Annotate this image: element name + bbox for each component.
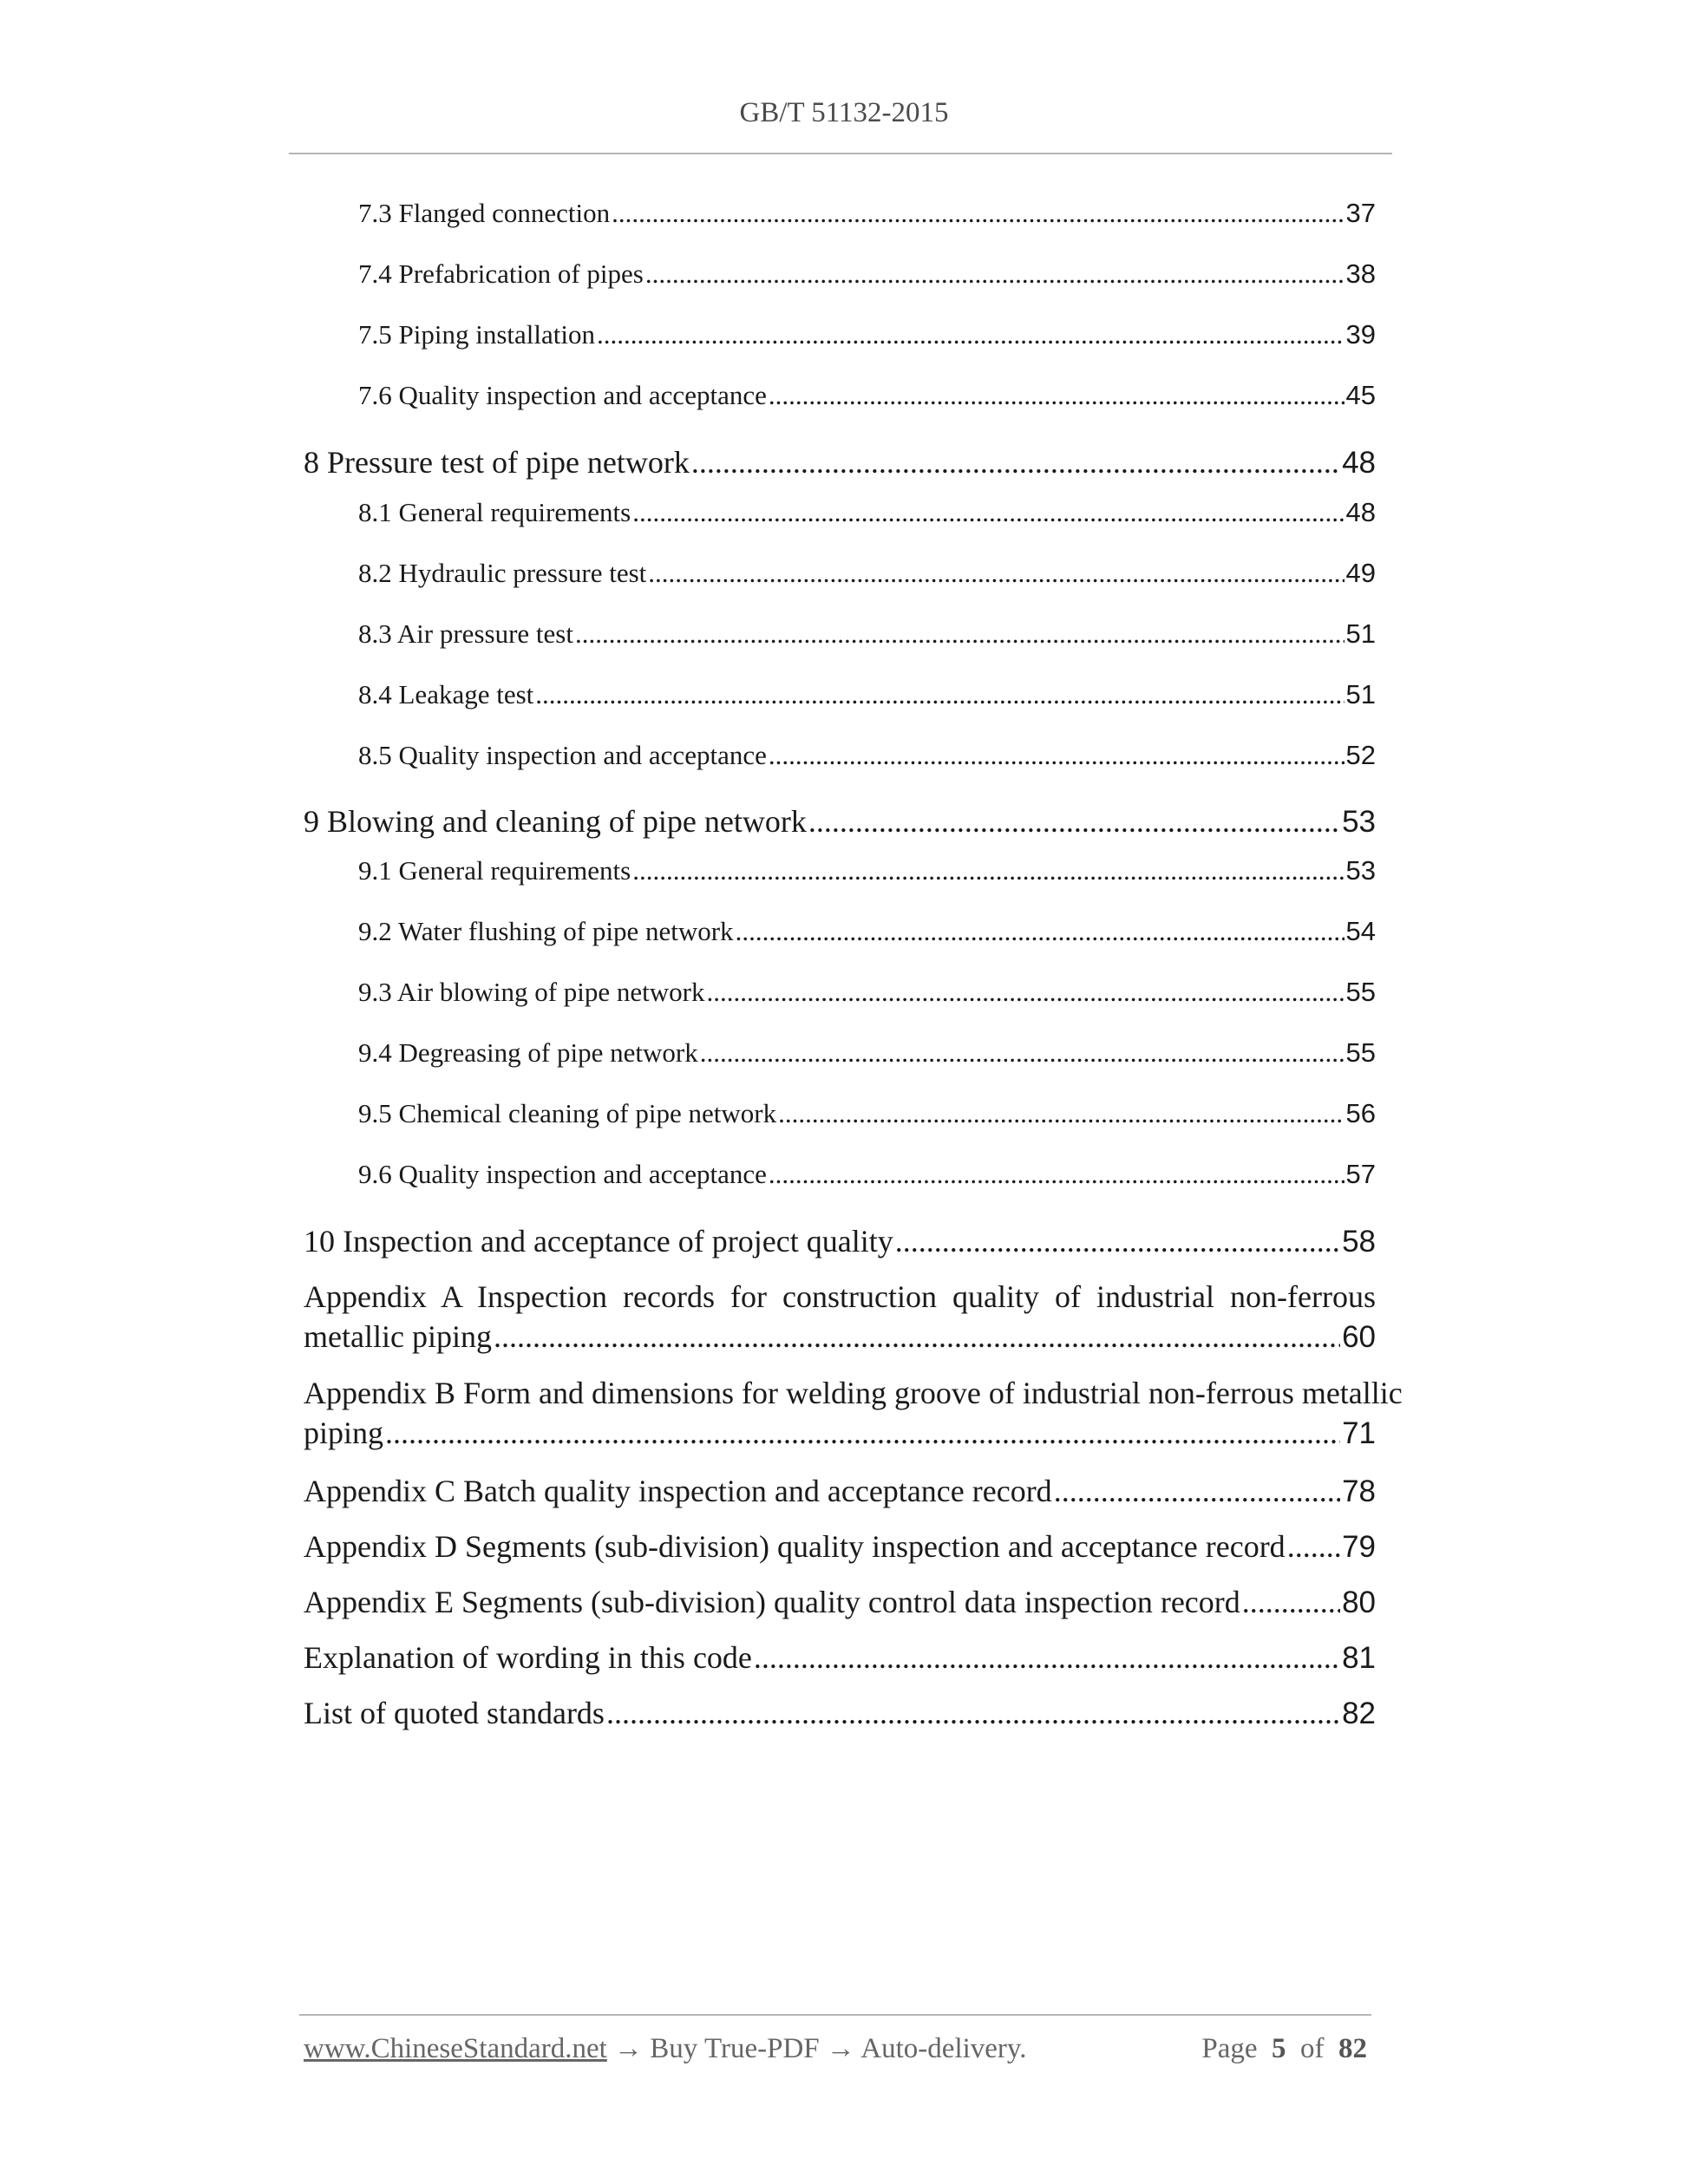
toc-entry-page: 58	[1342, 1225, 1376, 1259]
toc-entry-title: 7.6 Quality inspection and acceptance	[358, 380, 767, 410]
toc-entry-page: 57	[1345, 1159, 1376, 1189]
footer-promo	[304, 2033, 1027, 2065]
current-page-number: 5	[1272, 2033, 1286, 2064]
toc-entry-page: 45	[1345, 380, 1376, 410]
total-pages-number: 82	[1338, 2033, 1367, 2064]
toc-entry[interactable]	[358, 198, 1376, 229]
dot-leader	[632, 497, 1344, 528]
toc-entry-title: 7.4 Prefabrication of pipes	[358, 258, 644, 289]
toc-entry[interactable]	[304, 1639, 1376, 1676]
dot-leader	[769, 380, 1345, 411]
dot-leader	[691, 444, 1340, 481]
toc-entry-page: 38	[1345, 258, 1376, 289]
toc-entry[interactable]	[358, 497, 1376, 528]
toc-appendix-entry[interactable]	[304, 1473, 1376, 1509]
toc-entry-title: 9 Blowing and cleaning of pipe network	[304, 804, 807, 839]
toc-entry[interactable]	[358, 977, 1376, 1008]
toc-entry-title: 9.1 General requirements	[358, 855, 631, 886]
toc-appendix-entry[interactable]	[304, 1528, 1376, 1565]
toc-entry[interactable]	[358, 618, 1376, 650]
toc-entry-title: 9.4 Degreasing of pipe network	[358, 1037, 698, 1068]
dot-leader	[575, 618, 1345, 650]
toc-entry-page: 53	[1342, 805, 1376, 839]
toc-entry-page: 51	[1345, 618, 1376, 649]
toc-entry[interactable]	[358, 1037, 1376, 1069]
toc-entry[interactable]	[358, 380, 1376, 411]
toc-entry-page: 79	[1342, 1530, 1376, 1564]
toc-entry[interactable]	[358, 679, 1376, 710]
dot-leader	[1242, 1584, 1340, 1620]
toc-entry[interactable]	[358, 558, 1376, 589]
toc-entry-title-line2: metallic piping	[304, 1319, 492, 1354]
toc-entry-page: 82	[1342, 1697, 1376, 1730]
footer-divider	[299, 2014, 1371, 2016]
page-counter	[1201, 2033, 1367, 2065]
toc-entry[interactable]	[358, 855, 1376, 886]
toc-entry-title: 7.5 Piping installation	[358, 319, 595, 350]
toc-entry[interactable]	[358, 319, 1376, 350]
dot-leader	[769, 1159, 1345, 1190]
dot-leader	[736, 916, 1345, 947]
toc-entry[interactable]	[358, 1159, 1376, 1190]
dot-leader	[1054, 1473, 1340, 1509]
toc-entry-title: 8.3 Air pressure test	[358, 618, 573, 649]
toc-entry-title: 9.5 Chemical cleaning of pipe network	[358, 1098, 777, 1128]
of-word: of	[1300, 2033, 1325, 2064]
toc-entry-title: 9.6 Quality inspection and acceptance	[358, 1159, 767, 1189]
dot-leader	[769, 740, 1345, 771]
header-divider	[289, 153, 1392, 154]
toc-entry-title: Appendix C Batch quality inspection and acceptance record	[304, 1474, 1052, 1508]
dot-leader	[700, 1037, 1345, 1069]
toc-entry-page: 81	[1342, 1641, 1376, 1675]
toc-entry-title: Appendix D Segments (sub-division) quality inspection and acceptance record	[304, 1529, 1286, 1564]
toc-entry-title-line1: Appendix A Inspection records for construction quality of industrial non-ferrous	[304, 1279, 1376, 1314]
toc-chapter-entry[interactable]	[304, 1223, 1376, 1259]
toc-entry-page: 55	[1345, 977, 1376, 1007]
toc-appendix-entry[interactable]	[304, 1584, 1376, 1620]
dot-leader	[612, 198, 1344, 229]
toc-entry-page: 53	[1345, 855, 1376, 886]
toc-entry-page: 49	[1345, 558, 1376, 588]
dot-leader	[535, 679, 1344, 710]
toc-entry-title: 9.3 Air blowing of pipe network	[358, 977, 705, 1007]
toc-entry-title: 8.4 Leakage test	[358, 679, 534, 709]
toc-entry[interactable]	[358, 258, 1376, 290]
dot-leader	[808, 803, 1340, 840]
toc-entry-title: 10 Inspection and acceptance of project quality	[304, 1224, 893, 1259]
toc-chapter-entry[interactable]	[304, 444, 1376, 481]
document-code-header: GB/T 51132-2015	[739, 97, 949, 128]
toc-entry-page: 55	[1345, 1037, 1376, 1068]
toc-entry-page: 60	[1342, 1320, 1376, 1354]
dot-leader	[707, 977, 1345, 1008]
toc-entry-title: List of quoted standards	[304, 1696, 605, 1730]
toc-entry-title-line2: piping	[304, 1416, 384, 1450]
dot-leader	[645, 258, 1345, 290]
toc-entry-page: 71	[1342, 1416, 1376, 1450]
toc-entry-title: Appendix E Segments (sub-division) quality control data inspection record	[304, 1585, 1240, 1619]
toc-entry-title: Explanation of wording in this code	[304, 1640, 752, 1675]
toc-entry-page: 48	[1342, 446, 1376, 480]
toc-entry-title: 8 Pressure test of pipe network	[304, 445, 690, 480]
dot-leader	[895, 1223, 1340, 1259]
dot-leader	[778, 1098, 1344, 1129]
dot-leader	[494, 1317, 1340, 1357]
toc-entry[interactable]	[304, 1695, 1376, 1731]
toc-appendix-entry[interactable]	[304, 1373, 1403, 1453]
dot-leader	[606, 1695, 1340, 1731]
page-footer	[304, 2033, 1367, 2065]
toc-entry-title: 8.2 Hydraulic pressure test	[358, 558, 647, 588]
toc-entry-title: 8.1 General requirements	[358, 497, 631, 527]
toc-entry-title: 9.2 Water flushing of pipe network	[358, 916, 734, 946]
toc-entry-page: 78	[1342, 1475, 1376, 1508]
toc-entry-page: 80	[1342, 1586, 1376, 1619]
dot-leader	[1287, 1528, 1340, 1565]
dot-leader	[754, 1639, 1340, 1676]
dot-leader	[648, 558, 1344, 589]
dot-leader	[385, 1413, 1340, 1453]
toc-entry-title: 8.5 Quality inspection and acceptance	[358, 740, 767, 770]
promo-text: → Buy True-PDF → Auto-delivery.	[606, 2033, 1027, 2064]
toc-entry-title: 7.3 Flanged connection	[358, 198, 611, 228]
toc-entry[interactable]	[358, 1098, 1376, 1129]
toc-entry-page: 52	[1345, 740, 1376, 770]
toc-entry-page: 48	[1345, 497, 1376, 527]
toc-entry-page: 51	[1345, 679, 1376, 709]
toc-entry-page: 54	[1345, 916, 1376, 946]
toc-entry[interactable]	[358, 740, 1376, 771]
toc-appendix-entry[interactable]	[304, 1277, 1376, 1357]
dot-leader	[632, 855, 1344, 886]
dot-leader	[597, 319, 1345, 350]
website-link[interactable]: www.ChineseStandard.net	[304, 2033, 607, 2064]
toc-entry-title-line1: Appendix B Form and dimensions for welding groove of industrial non-ferrous metallic	[304, 1376, 1403, 1410]
toc-entry[interactable]	[358, 916, 1376, 947]
toc-entry-page: 39	[1345, 319, 1376, 350]
toc-entry-page: 56	[1345, 1098, 1376, 1128]
toc-entry-page: 37	[1345, 198, 1376, 228]
toc-chapter-entry[interactable]	[304, 803, 1376, 840]
page-word: Page	[1201, 2033, 1258, 2064]
